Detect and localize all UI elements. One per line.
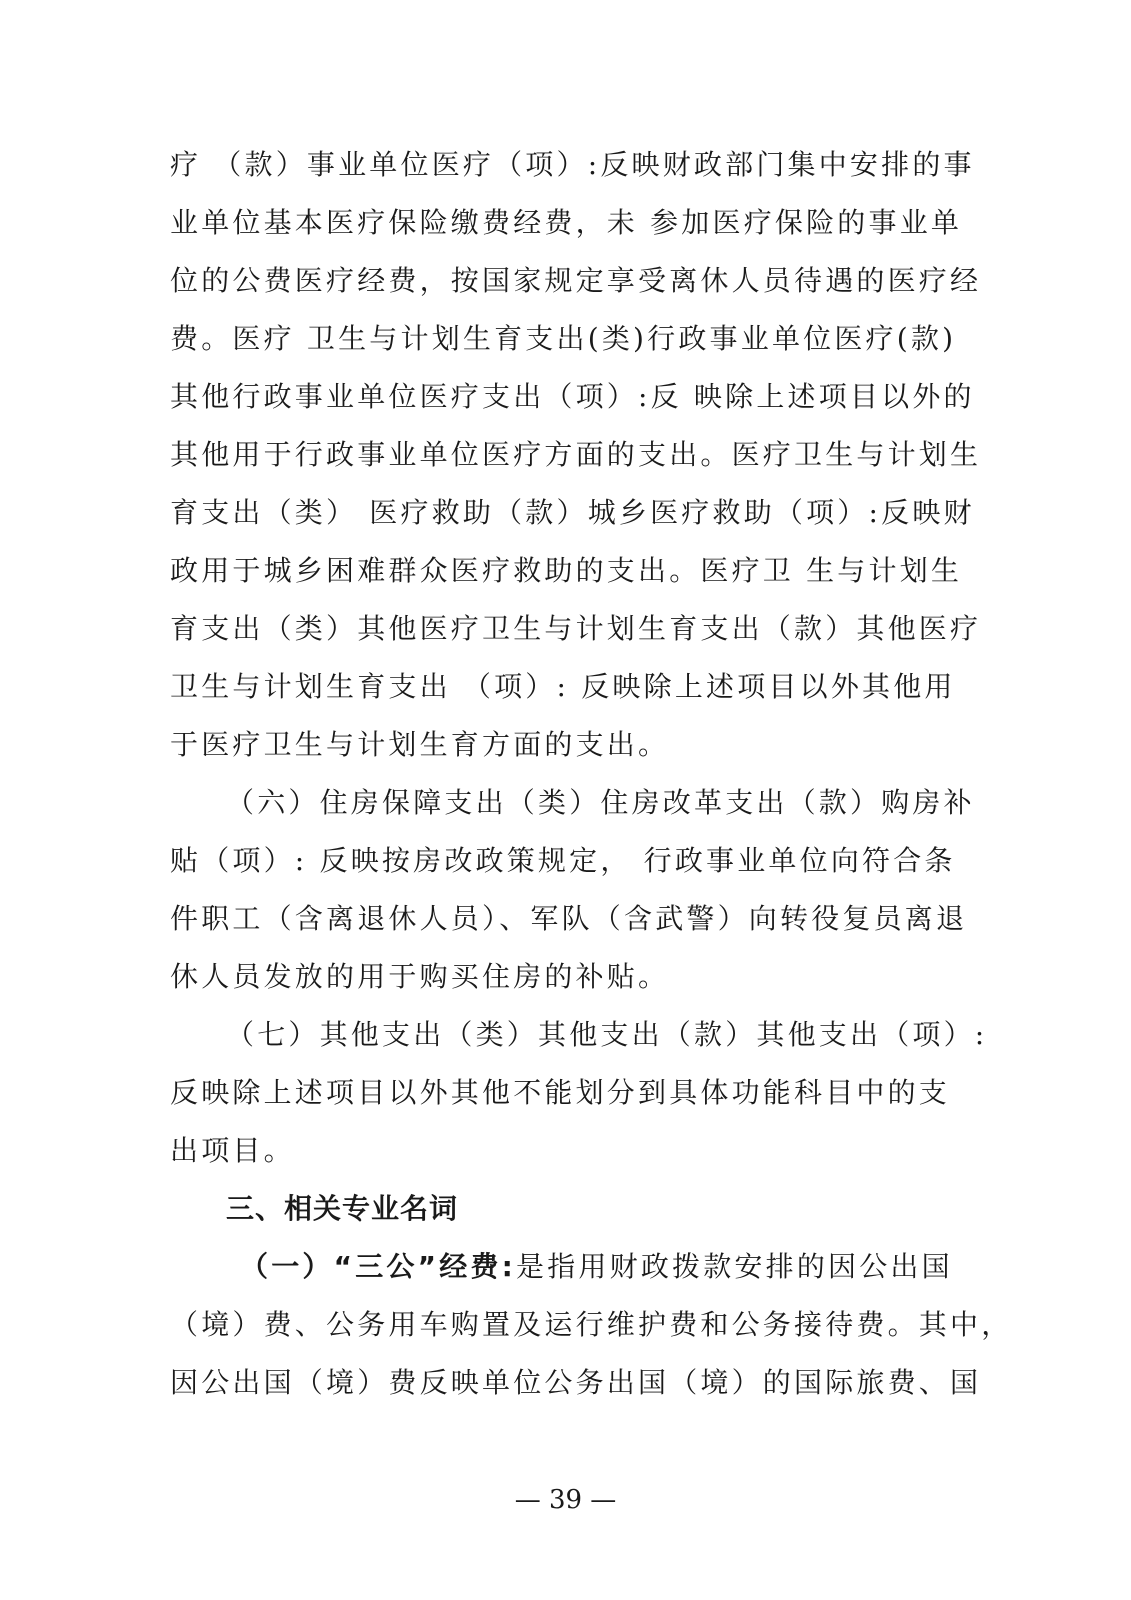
- body-line: 政用于城乡困难群众医疗救助的支出。医疗卫 生与计划生: [170, 554, 963, 587]
- body-line: 其他用于行政事业单位医疗方面的支出。医疗卫生与计划生: [170, 438, 982, 471]
- page-number: — 39 —: [514, 1485, 617, 1515]
- body-line: 育支出（类） 医疗救助（款）城乡医疗救助（项）:反映财: [170, 496, 975, 529]
- body-line: 疗 （款）事业单位医疗（项）:反映财政部门集中安排的事: [170, 148, 975, 181]
- term-definition: 是指用财政拨款安排的因公出国: [516, 1250, 953, 1283]
- body-line: 位的公费医疗经费，按国家规定享受离休人员待遇的医疗经: [170, 264, 982, 297]
- body-line: 其他行政事业单位医疗支出（项）:反 映除上述项目以外的: [170, 380, 975, 413]
- body-line: 休人员发放的用于购买住房的补贴。: [170, 960, 670, 993]
- paragraph-other-first-line: （七）其他支出（类）其他支出（款）其他支出（项）:: [226, 1018, 988, 1051]
- body-line: 出项目。: [170, 1134, 295, 1167]
- body-line: 因公出国（境）费反映单位公务出国（境）的国际旅费、国: [170, 1366, 982, 1399]
- body-line: 贴（项）: 反映按房改政策规定， 行政事业单位向符合条: [170, 844, 956, 877]
- body-line: 费。医疗 卫生与计划生育支出(类)行政事业单位医疗(款): [170, 322, 957, 355]
- paragraph-housing-first-line: （六）住房保障支出（类）住房改革支出（款）购房补: [226, 786, 975, 819]
- term-definition-line: [240, 1244, 960, 1290]
- body-line: 卫生与计划生育支出 （项）: 反映除上述项目以外其他用: [170, 670, 956, 703]
- body-line: 于医疗卫生与计划生育方面的支出。: [170, 728, 670, 761]
- term-title: （一）“三公”经费:: [240, 1250, 517, 1283]
- body-line: 件职工（含离退休人员）、军队（含武警）向转役复员离退: [170, 902, 968, 935]
- body-line: 育支出（类）其他医疗卫生与计划生育支出（款）其他医疗: [170, 612, 982, 645]
- body-line: （境）费、公务用车购置及运行维护费和公务接待费。其中，: [170, 1308, 1013, 1341]
- section-heading: 三、相关专业名词: [226, 1192, 459, 1225]
- body-line: 反映除上述项目以外其他不能划分到具体功能科目中的支: [170, 1076, 951, 1109]
- body-line: 业单位基本医疗保险缴费经费，未 参加医疗保险的事业单: [170, 206, 963, 239]
